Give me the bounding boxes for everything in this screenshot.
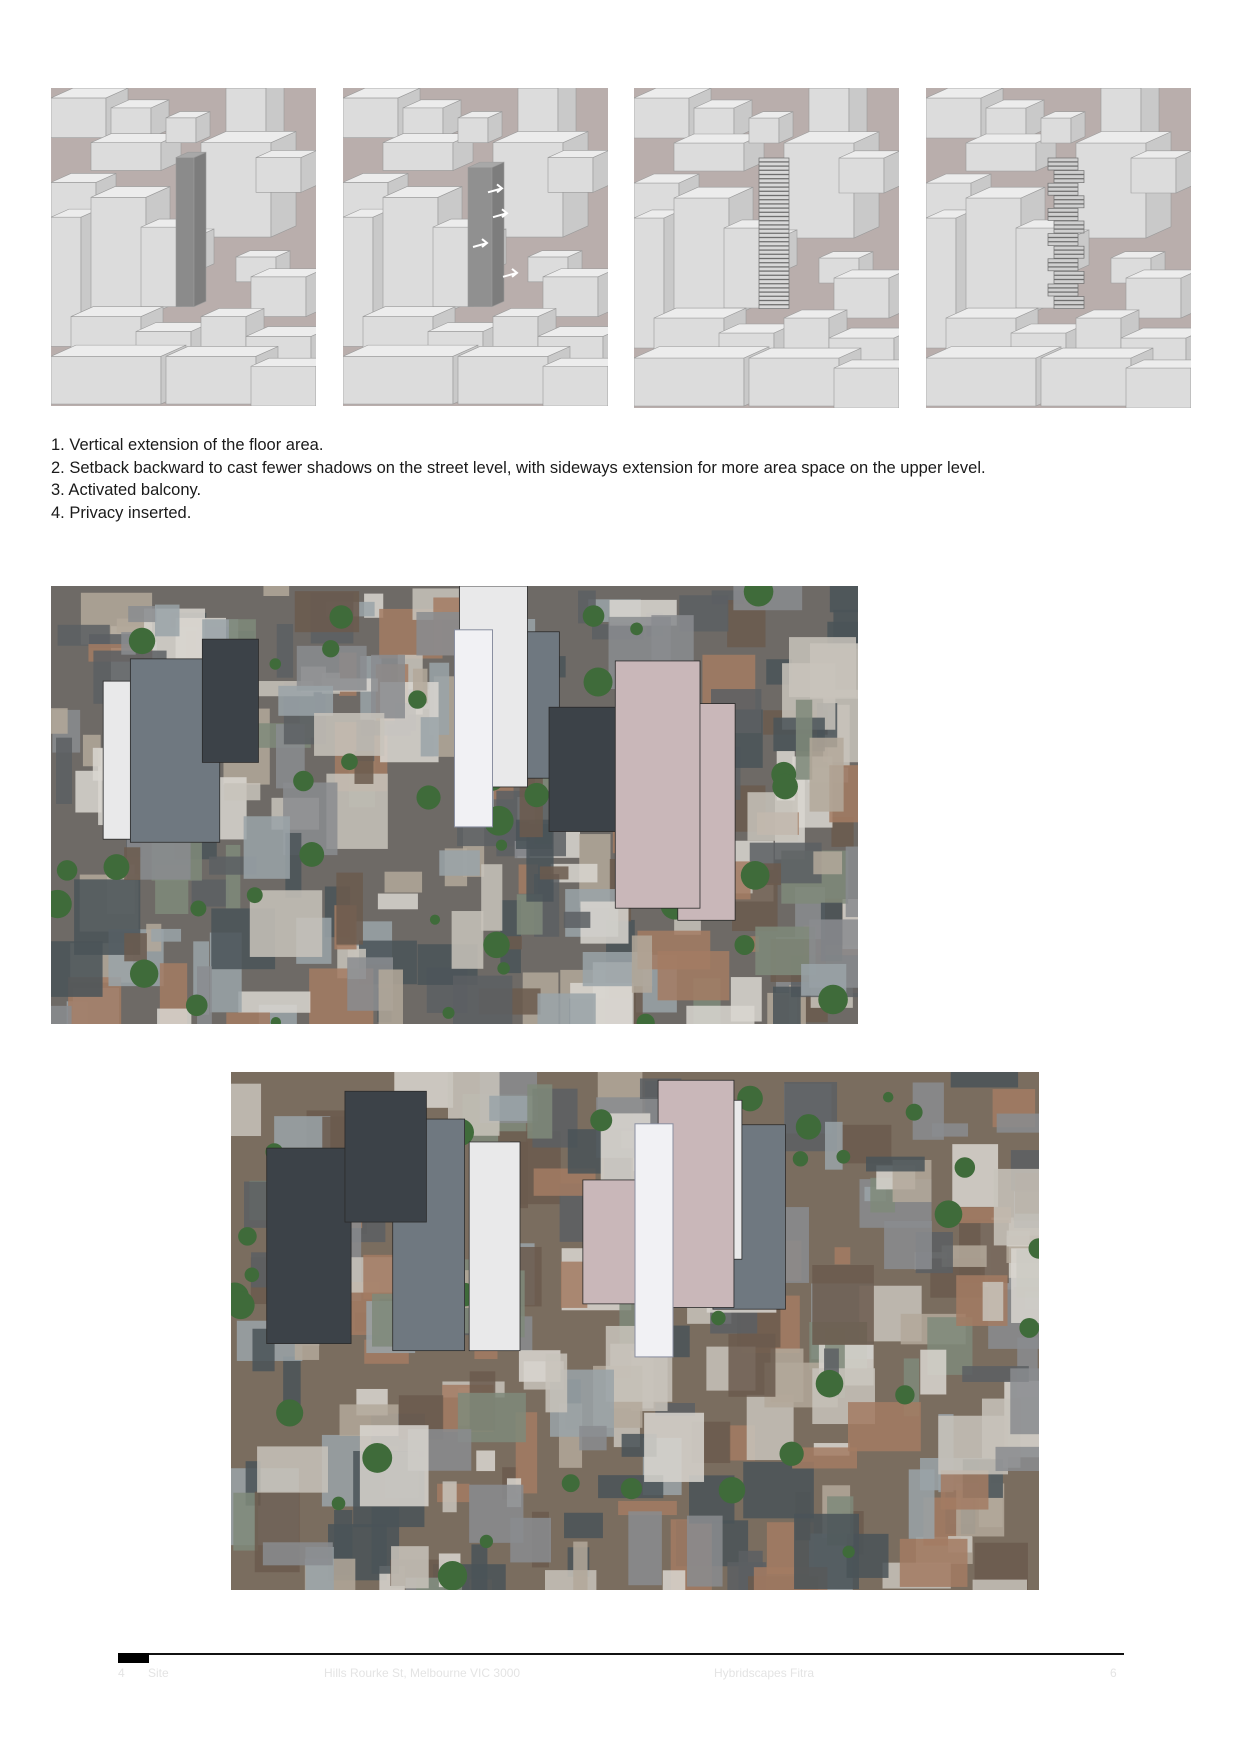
massing-diagram-3 [634,88,899,408]
footer-page-prefix: 4 [118,1666,125,1680]
footer-address: Hills Rourke St, Melbourne VIC 3000 [324,1666,521,1680]
massing-diagram-2 [343,88,608,406]
design-step-3: 3. Activated balcony. [51,481,202,499]
design-steps-list [51,434,986,524]
footer-page-number: 6 [1110,1666,1117,1680]
footer-rule [118,1653,1124,1655]
design-step-2: 2. Setback backward to cast fewer shadows on the street level, with sideways extension for more area space on the upper level. [51,458,986,477]
design-step-1: 1. Vertical extension of the floor area. [51,436,324,454]
aerial-photo-oblique [51,586,858,1024]
design-step-4: 4. Privacy inserted. [51,503,192,522]
footer-project: Hybridscapes Fitra [714,1666,815,1680]
footer-tab-marker [118,1653,149,1663]
aerial-photo-overhead [231,1072,1039,1590]
massing-diagram-4 [926,88,1191,408]
footer-section: Site [148,1666,169,1680]
massing-diagram-1 [51,88,316,406]
